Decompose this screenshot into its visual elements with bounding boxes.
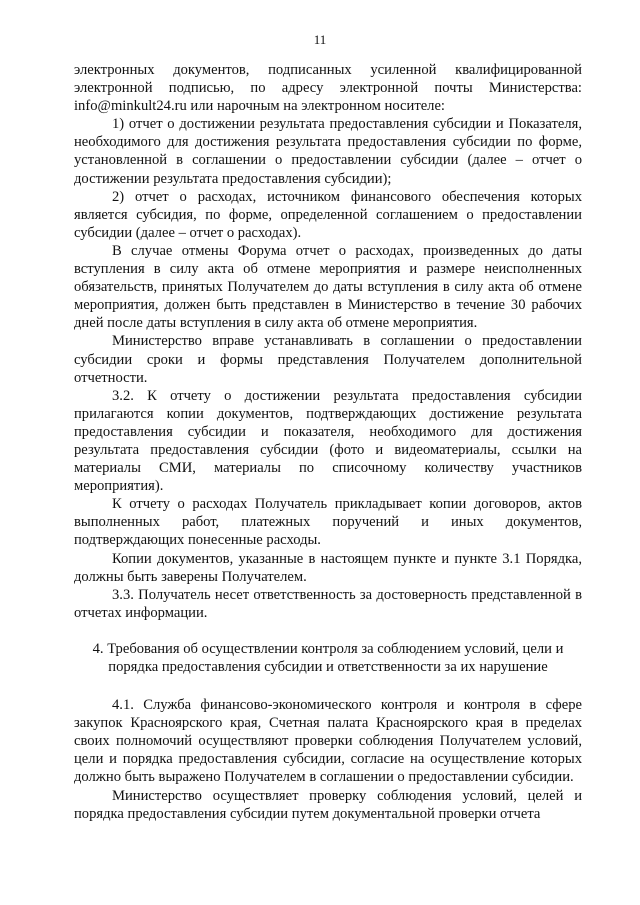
paragraph: 2) отчет о расходах, источником финансового обеспечения которых является субсидия, по форме, определенной соглашением о предоставлении субсидии (далее – отчет о расходах). (74, 188, 582, 241)
paragraph: 3.3. Получатель несет ответственность за достоверность представленной в отчетах информации. (74, 586, 582, 621)
paragraph: 4.1. Служба финансово-экономического контроля и контроля в сфере закупок Красноярского края, Счетная палата Красноярского края в пределах своих полномочий осуществляют проверки соблюдения Получателем условий, цели и порядка предоставления субсидии, согласие на осуществление которых должно быть выражено Получателем в соглашении о предоставлении субсидии. (74, 697, 582, 786)
section-heading: 4. Требования об осуществлении контроля за соблюдением условий, цели и порядка предоставления субсидии и ответственности за их нарушение (92, 640, 564, 675)
paragraph: Министерство вправе устанавливать в соглашении о предоставлении субсидии сроки и формы представления Получателем дополнительной отчетности. (74, 333, 582, 386)
paragraph: Копии документов, указанные в настоящем пункте и пункте 3.1 Порядка, должны быть заверены Получателем. (74, 550, 582, 585)
paragraph: электронных документов, подписанных усиленной квалифицированной электронной подписью, по адресу электронной почты Министерства: info@minkult24.ru или нарочным на электронном носителе: (74, 62, 582, 115)
document-body (74, 61, 582, 823)
paragraph: Министерство осуществляет проверку соблюдения условий, целей и порядка предоставления субсидии путем документальной проверки отчета (74, 787, 582, 822)
paragraph: 3.2. К отчету о достижении результата предоставления субсидии прилагаются копии документов, подтверждающих достижение результата предоставления субсидии и показателя, необходимого для достижения результата предоставления субсидии (фото и видеоматериалы, ссылки на материалы СМИ, материалы по списочному количеству участников мероприятия). (74, 387, 582, 495)
paragraph: К отчету о расходах Получатель прикладывает копии договоров, актов выполненных работ, платежных поручений и иных документов, подтверждающих понесенные расходы. (74, 496, 582, 549)
paragraph: В случае отмены Форума отчет о расходах, произведенных до даты вступления в силу акта об отмене мероприятия и размере неисполненных обязательств, принятых Получателем до даты вступления в силу акта об отмене мероприятия, должен быть представлен в Министерство в течение 30 рабочих дней после даты вступления в силу акта об отмене мероприятия. (74, 242, 582, 332)
paragraph: 1) отчет о достижении результата предоставления субсидии и Показателя, необходимого для достижения результата предоставления субсидии по форме, установленной в соглашении о предоставлении субсидии (далее – отчет о достижении результата предоставления субсидии); (74, 116, 582, 187)
page-number: 11 (313, 32, 327, 47)
